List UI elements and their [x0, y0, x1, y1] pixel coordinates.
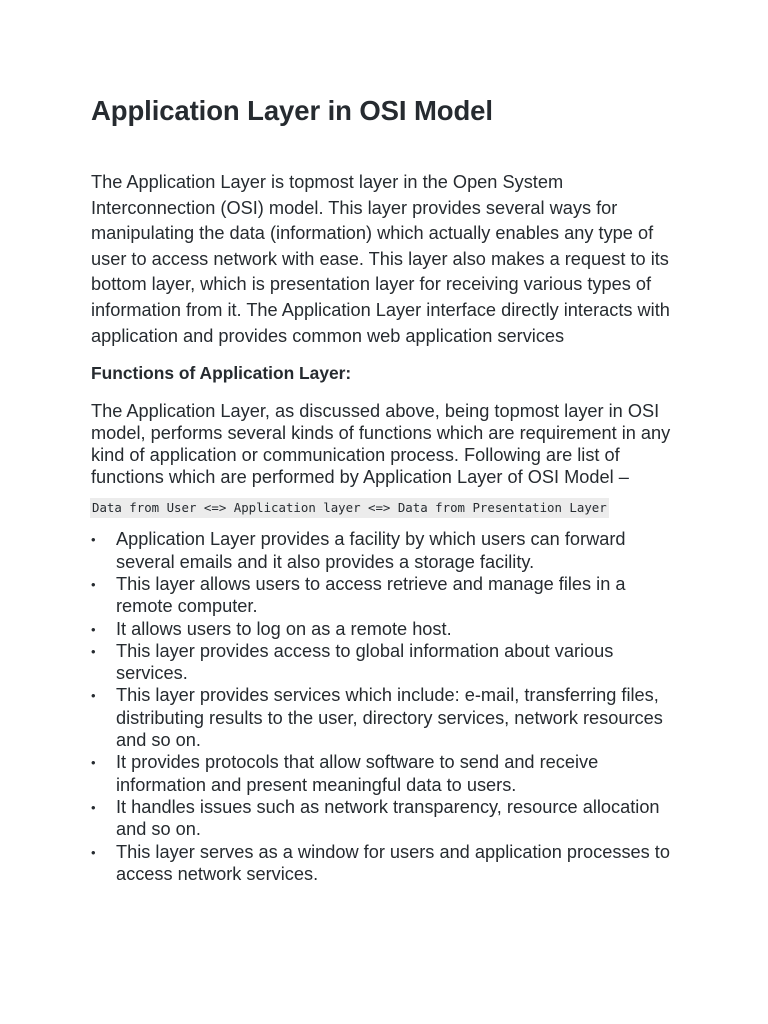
list-item: [91, 751, 680, 796]
list-item-text: This layer provides services which include: e-mail, transferring files, distributing results to the user, directory services, network resources and so on.: [116, 685, 663, 751]
list-item-text: It handles issues such as network transparency, resource allocation and so on.: [116, 796, 660, 840]
bullet-icon: •: [91, 799, 96, 815]
functions-intro-paragraph: The Application Layer, as discussed above, being topmost layer in OSI model, performs several kinds of functions which are requirement in any kind of application or communication process. Following are list of functions which are performed by Application Layer of OSI Model –: [91, 401, 671, 487]
bullet-icon: •: [91, 643, 96, 659]
data-flow-code-line: Data from User <=> Application layer <=> Data from Presentation Layer: [90, 498, 609, 518]
list-item: [91, 573, 680, 618]
page-title: Application Layer in OSI Model: [91, 95, 493, 126]
list-item-text: It provides protocols that allow software to send and receive information and present meaningful data to users.: [116, 752, 599, 795]
list-item-text: This layer serves as a window for users and application processes to access network services.: [116, 841, 670, 884]
list-item: [91, 841, 680, 886]
list-item: [91, 640, 680, 685]
intro-paragraph: The Application Layer is topmost layer in the Open System Interconnection (OSI) model. This layer provides several ways for manipulating the data (information) which actually enables any type of user to access network with ease. This layer also makes a request to its bottom layer, which is presentation layer for receiving various types of information from it. The Application Layer interface directly interacts with application and provides common web application services: [91, 172, 670, 346]
list-item: [91, 684, 680, 751]
bullet-icon: •: [91, 532, 96, 548]
list-item: [91, 528, 680, 573]
list-item: [91, 796, 680, 841]
functions-list: [91, 528, 680, 885]
list-item-text: It allows users to log on as a remote host.: [116, 618, 452, 639]
list-item-text: This layer allows users to access retrieve and manage files in a remote computer.: [116, 573, 626, 617]
bullet-icon: •: [91, 576, 96, 592]
functions-heading: Functions of Application Layer:: [91, 363, 352, 384]
bullet-icon: •: [91, 844, 96, 860]
list-item-text: Application Layer provides a facility by which users can forward several emails and it also provides a storage facility.: [116, 529, 626, 572]
bullet-icon: •: [91, 688, 96, 704]
bullet-icon: •: [91, 755, 96, 771]
list-item: [91, 618, 680, 640]
list-item-text: This layer provides access to global information about various services.: [116, 640, 614, 684]
bullet-icon: •: [91, 621, 96, 637]
